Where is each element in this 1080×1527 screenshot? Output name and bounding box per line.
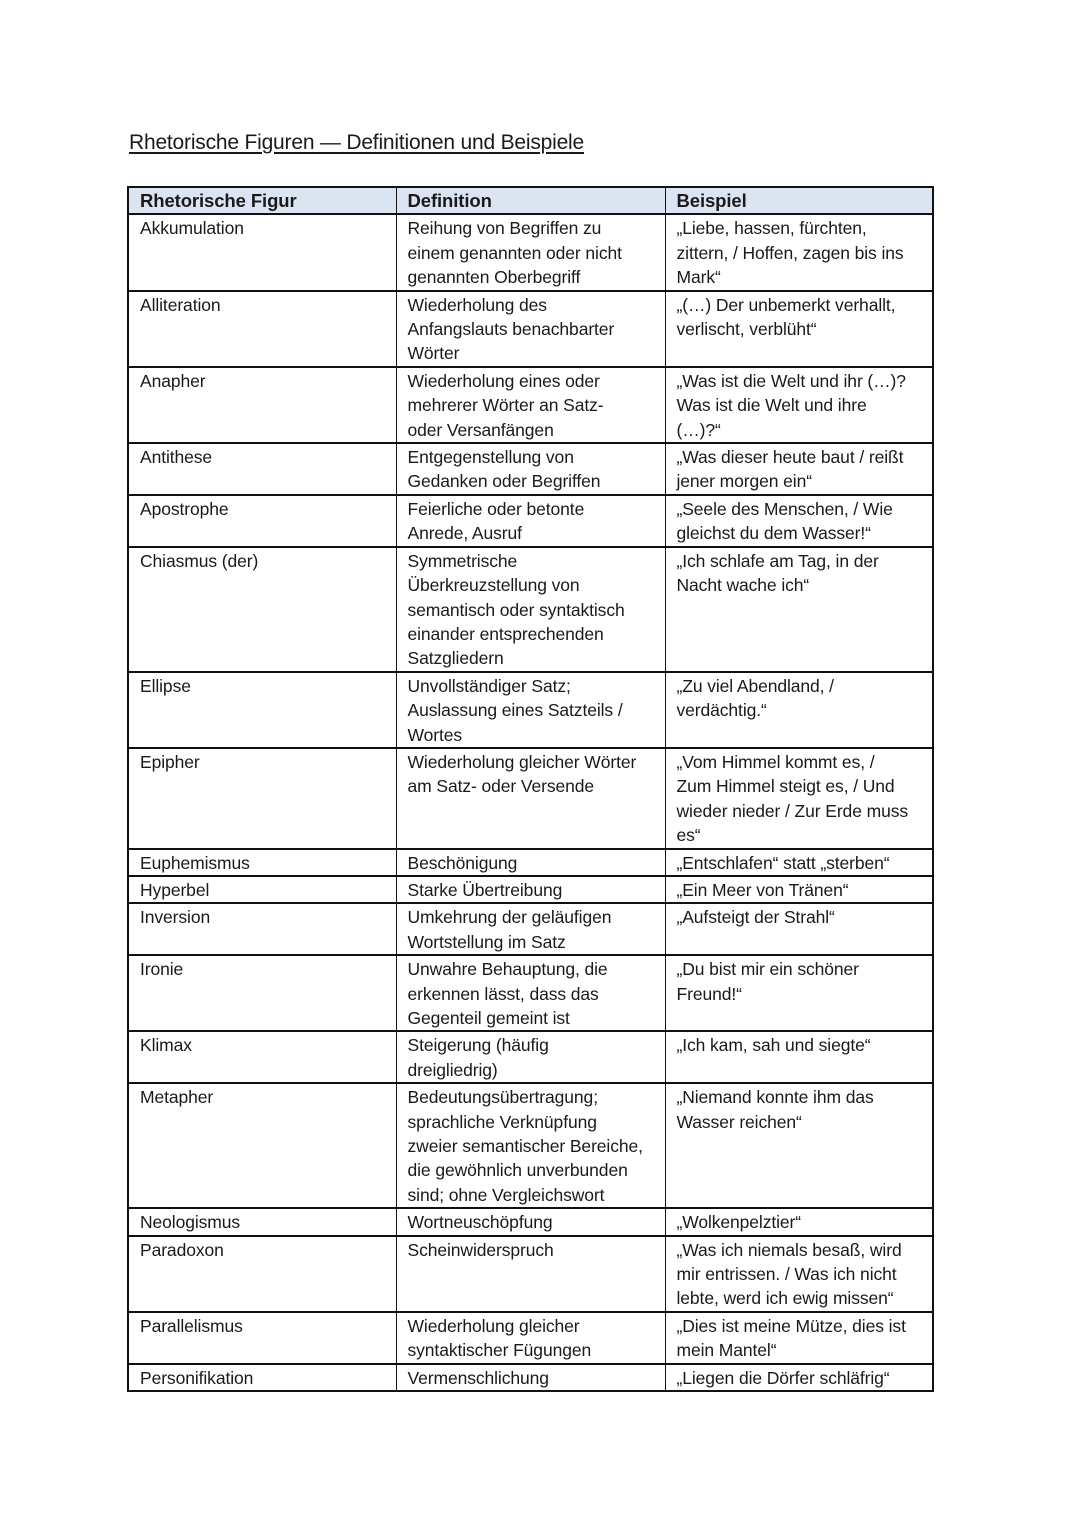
- definition-cell: Wortneuschöpfung: [396, 1208, 665, 1235]
- table-row: [128, 1208, 933, 1235]
- table-row: [128, 672, 933, 748]
- figure-cell: Klimax: [128, 1031, 396, 1083]
- figure-cell: Alliteration: [128, 291, 396, 367]
- figure-cell: Ironie: [128, 955, 396, 1031]
- table-row: [128, 748, 933, 849]
- definition-cell: Reihung von Begriffen zu einem genannten oder nicht genannten Oberbegriff: [396, 214, 665, 290]
- definition-cell: Scheinwiderspruch: [396, 1236, 665, 1312]
- header-figure: Rhetorische Figur: [128, 187, 396, 214]
- example-cell: „Entschlafen“ statt „sterben“: [665, 849, 933, 876]
- example-cell: „Zu viel Abendland, / verdächtig.“: [665, 672, 933, 748]
- definition-cell: Wiederholung gleicher Wörter am Satz- oder Versende: [396, 748, 665, 849]
- example-cell: „Was ich niemals besaß, wird mir entrissen. / Was ich nicht lebte, werd ich ewig missen“: [665, 1236, 933, 1312]
- definition-cell: Entgegenstellung von Gedanken oder Begriffen: [396, 443, 665, 495]
- figure-cell: Apostrophe: [128, 495, 396, 547]
- example-cell: „Was dieser heute baut / reißt jener morgen ein“: [665, 443, 933, 495]
- example-cell: „Liegen die Dörfer schläfrig“: [665, 1364, 933, 1391]
- figure-cell: Paradoxon: [128, 1236, 396, 1312]
- table-row: [128, 495, 933, 547]
- example-cell: „Dies ist meine Mütze, dies ist mein Mantel“: [665, 1312, 933, 1364]
- example-cell: „Du bist mir ein schöner Freund!“: [665, 955, 933, 1031]
- table-row: [128, 955, 933, 1031]
- example-cell: „Seele des Menschen, / Wie gleichst du dem Wasser!“: [665, 495, 933, 547]
- figure-cell: Metapher: [128, 1083, 396, 1208]
- figure-cell: Epipher: [128, 748, 396, 849]
- figure-cell: Akkumulation: [128, 214, 396, 290]
- table-row: [128, 1031, 933, 1083]
- header-example: Beispiel: [665, 187, 933, 214]
- table-row: [128, 367, 933, 443]
- example-cell: „Ich kam, sah und siegte“: [665, 1031, 933, 1083]
- table-row: [128, 1236, 933, 1312]
- example-cell: „Niemand konnte ihm das Wasser reichen“: [665, 1083, 933, 1208]
- example-cell: „Vom Himmel kommt es, / Zum Himmel steigt es, / Und wieder nieder / Zur Erde muss es“: [665, 748, 933, 849]
- table-row: [128, 1364, 933, 1391]
- example-cell: „Wolkenpelztier“: [665, 1208, 933, 1235]
- example-cell: „Was ist die Welt und ihr (…)? Was ist die Welt und ihre (…)?“: [665, 367, 933, 443]
- example-cell: „Ich schlafe am Tag, in der Nacht wache ich“: [665, 547, 933, 672]
- table-row: [128, 1312, 933, 1364]
- definition-cell: Wiederholung gleicher syntaktischer Fügungen: [396, 1312, 665, 1364]
- figure-cell: Neologismus: [128, 1208, 396, 1235]
- definition-cell: Steigerung (häufig dreigliedrig): [396, 1031, 665, 1083]
- header-definition: Definition: [396, 187, 665, 214]
- example-cell: „Aufsteigt der Strahl“: [665, 903, 933, 955]
- example-cell: „(…) Der unbemerkt verhallt, verlischt, verblüht“: [665, 291, 933, 367]
- figure-cell: Antithese: [128, 443, 396, 495]
- figure-cell: Hyperbel: [128, 876, 396, 903]
- figure-cell: Ellipse: [128, 672, 396, 748]
- example-cell: „Ein Meer von Tränen“: [665, 876, 933, 903]
- definition-cell: Symmetrische Überkreuzstellung von semantisch oder syntaktisch einander entsprechenden Satzgliedern: [396, 547, 665, 672]
- definition-cell: Vermenschlichung: [396, 1364, 665, 1391]
- table-row: [128, 903, 933, 955]
- document-title: Rhetorische Figuren — Definitionen und Beispiele: [129, 131, 584, 154]
- figure-cell: Chiasmus (der): [128, 547, 396, 672]
- table-row: [128, 547, 933, 672]
- definition-cell: Feierliche oder betonte Anrede, Ausruf: [396, 495, 665, 547]
- figure-cell: Inversion: [128, 903, 396, 955]
- table-row: [128, 849, 933, 876]
- table-row: [128, 443, 933, 495]
- example-cell: „Liebe, hassen, fürchten, zittern, / Hoffen, zagen bis ins Mark“: [665, 214, 933, 290]
- table-row: [128, 1083, 933, 1208]
- definition-cell: Beschönigung: [396, 849, 665, 876]
- definition-cell: Umkehrung der geläufigen Wortstellung im Satz: [396, 903, 665, 955]
- rhetorical-figures-table: [127, 186, 934, 1392]
- definition-cell: Bedeutungsübertragung; sprachliche Verknüpfung zweier semantischer Bereiche, die gewöhnlich unverbunden sind; ohne Vergleichswort: [396, 1083, 665, 1208]
- definition-cell: Wiederholung eines oder mehrerer Wörter an Satz- oder Versanfängen: [396, 367, 665, 443]
- definition-cell: Starke Übertreibung: [396, 876, 665, 903]
- definition-cell: Unwahre Behauptung, die erkennen lässt, dass das Gegenteil gemeint ist: [396, 955, 665, 1031]
- definition-cell: Unvollständiger Satz; Auslassung eines Satzteils / Wortes: [396, 672, 665, 748]
- definition-cell: Wiederholung des Anfangslauts benachbarter Wörter: [396, 291, 665, 367]
- table-row: [128, 876, 933, 903]
- table-row: [128, 214, 933, 290]
- figure-cell: Parallelismus: [128, 1312, 396, 1364]
- figure-cell: Anapher: [128, 367, 396, 443]
- table-header-row: [128, 187, 933, 214]
- table-row: [128, 291, 933, 367]
- figure-cell: Personifikation: [128, 1364, 396, 1391]
- figure-cell: Euphemismus: [128, 849, 396, 876]
